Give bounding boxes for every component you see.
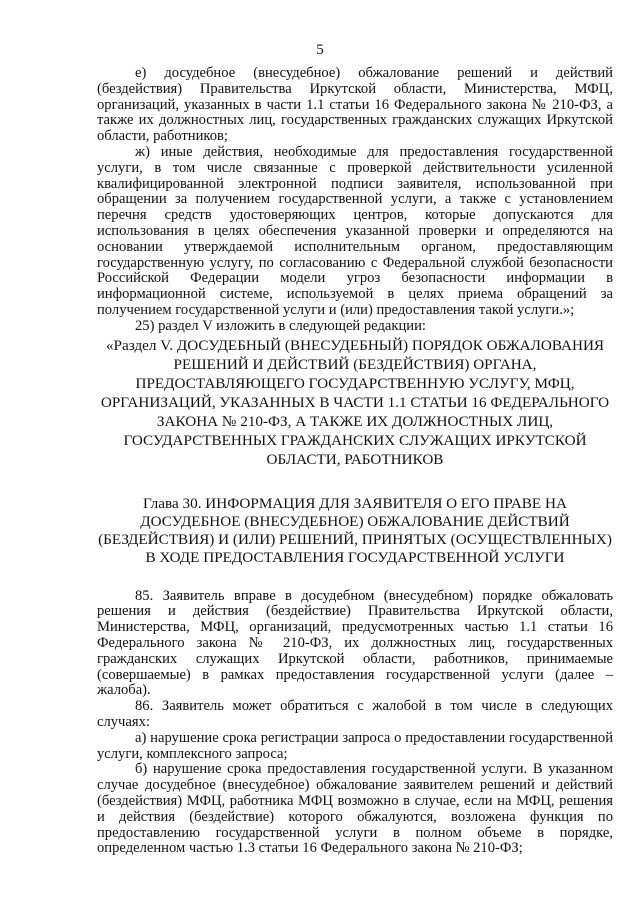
paragraph-25: 25) раздел V изложить в следующей редакции: (135, 317, 426, 334)
paragraph-a: а) нарушение срока регистрации запроса о предоставлении государственной услуги, комплексного запроса; (97, 729, 613, 762)
paragraph-86: 86. Заявитель может обратиться с жалобой в том числе в следующих случаях: (97, 698, 613, 730)
section-title: «Раздел V. ДОСУДЕБНЫЙ (ВНЕСУДЕБНЫЙ) ПОРЯДОК ОБЖАЛОВАНИЯ РЕШЕНИЙ И ДЕЙСТВИЙ (БЕЗДЕЙСТВИЯ) ОРГАНА, ПРЕДОСТАВЛЯЮЩЕГО ГОСУДАРСТВЕННУЮ УСЛУГУ, МФЦ, ОРГАНИЗАЦИЙ, УКАЗАННЫХ В ЧАСТИ 1.1 СТАТЬИ 16 ФЕДЕРАЛЬНОГО ЗАКОНА № 210-ФЗ, А ТАКЖЕ ИХ ДОЛЖНОСТНЫХ ЛИЦ, ГОСУДАРСТВЕННЫХ ГРАЖДАНСКИХ СЛУЖАЩИХ ИРКУТСКОЙ ОБЛАСТИ, РАБОТНИКОВ (100, 336, 610, 468)
document-body (97, 66, 613, 857)
page-number: 5 (316, 42, 324, 58)
paragraph-zh: ж) иные действия, необходимые для предоставления государственной услуги, в том числе связанные с проверкой действительности усиленной квалифицированной электронной подписи заявителя, использованной при обращении за получением государственной услуги, а также с установлением перечня средств удостоверяющих центров, которые допускаются для использования в целях обеспечения указанной проверки и определяются на основании утверждаемой исполнительным органом, предоставляющим государственную услугу, по согласованию с Федеральной службой безопасности Российской Федерации модели угроз безопасности информации в информационной системе, используемой в целях приема обращений за получением государственной услуги и (или) предоставления такой услуги.»; (97, 143, 613, 318)
chapter-title: Глава 30. ИНФОРМАЦИЯ ДЛЯ ЗАЯВИТЕЛЯ О ЕГО ПРАВЕ НА ДОСУДЕБНОЕ (ВНЕСУДЕБНОЕ) ОБЖАЛОВАНИЕ ДЕЙСТВИЙ (БЕЗДЕЙСТВИЯ) И (ИЛИ) РЕШЕНИЙ, ПРИНЯТЫХ (ОСУЩЕСТВЛЕННЫХ) В ХОДЕ ПРЕДОСТАВЛЕНИЯ ГОСУДАРСТВЕННОЙ УСЛУГИ (98, 494, 612, 566)
paragraph-e: е) досудебное (внесудебное) обжалование решений и действий (бездействия) Правительства Иркутской области, Министерства, МФЦ, организаций, указанных в части 1.1 статьи 16 Федерального закона № 210-ФЗ, а также их должностных лиц, государственных гражданских служащих Иркутской области, работников; (97, 65, 613, 145)
paragraph-85: 85. Заявитель вправе в досудебном (внесудебном) порядке обжаловать решения и действия (бездействие) Правительства Иркутской области, Министерства, МФЦ, организаций, предусмотренных частью 1.1 статьи 16 Федерального закона № 210-ФЗ, их должностных лиц, государственных гражданских служащих Иркутской области, работников, принимаемые (совершаемые) в рамках предоставления государственной услуги (далее – жалоба). (97, 587, 613, 699)
paragraph-b: б) нарушение срока предоставления государственной услуги. В указанном случае досудебное (внесудебное) обжалование заявителем решений и действий (бездействия) МФЦ, работника МФЦ возможно в случае, если на МФЦ, решения и действия (бездействие) которого обжалуются, возложена функция по предоставлению государственной услуги в полном объеме в порядке, определенном частью 1.3 статьи 16 Федерального закона № 210-ФЗ; (97, 761, 613, 857)
